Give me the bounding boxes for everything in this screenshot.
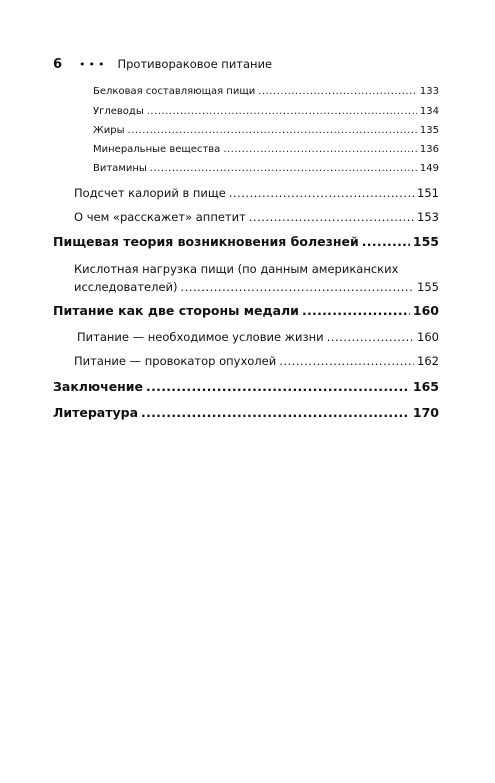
toc-entry-title-line2: исследователей) bbox=[74, 280, 178, 294]
toc-entry-title: Минеральные вещества bbox=[93, 144, 221, 155]
toc-chapter bbox=[53, 234, 439, 249]
dot-leader bbox=[223, 144, 417, 155]
dot-leader bbox=[146, 379, 410, 394]
toc-entry-title: Белковая составляющая пищи bbox=[93, 86, 256, 97]
toc-chapter-title: Пищевая теория возникновения болезней bbox=[53, 234, 359, 249]
toc-entry-page: 133 bbox=[419, 86, 439, 97]
toc-entry-page: 151 bbox=[417, 186, 439, 200]
toc-entry-page: 160 bbox=[417, 330, 439, 344]
toc-chapter-page: 160 bbox=[412, 303, 439, 318]
dot-leader bbox=[249, 210, 414, 224]
toc-chapter-page: 170 bbox=[412, 405, 439, 420]
toc-chapter bbox=[53, 405, 439, 420]
toc-entry-title: Жиры bbox=[93, 125, 125, 136]
toc-entry bbox=[93, 144, 439, 155]
dot-leader bbox=[362, 234, 410, 249]
toc-chapter bbox=[53, 379, 439, 394]
toc-entry bbox=[93, 86, 439, 97]
dot-leader bbox=[150, 163, 417, 174]
dot-leader bbox=[141, 405, 410, 420]
toc-entry-page: 153 bbox=[417, 210, 439, 224]
toc-entry bbox=[74, 260, 439, 296]
toc-chapter bbox=[53, 303, 439, 318]
toc-chapter-title: Заключение bbox=[53, 379, 144, 394]
dot-leader bbox=[128, 125, 417, 136]
toc-entry-title-line1: Кислотная нагрузка пищи (по данным американских bbox=[74, 262, 399, 276]
header-dots: ••• bbox=[79, 57, 108, 71]
toc-entry bbox=[77, 330, 439, 344]
toc-entry bbox=[93, 125, 439, 136]
dot-leader bbox=[181, 278, 415, 296]
toc-chapter-page: 155 bbox=[412, 234, 439, 249]
dot-leader bbox=[258, 86, 417, 97]
toc-chapter-title: Литература bbox=[53, 405, 139, 420]
running-header bbox=[53, 56, 435, 72]
toc-entry-title: Углеводы bbox=[93, 106, 144, 117]
toc-entry bbox=[93, 106, 439, 117]
toc-entry-page: 149 bbox=[419, 163, 439, 174]
toc-entry-title: О чем «расскажет» аппетит bbox=[74, 210, 246, 224]
toc-entry bbox=[74, 210, 439, 224]
toc-entry-title: Питание — провокатор опухолей bbox=[74, 354, 277, 368]
toc-entry-page: 136 bbox=[419, 144, 439, 155]
toc-entry-page: 155 bbox=[417, 280, 439, 294]
running-title: Противораковое питание bbox=[117, 57, 273, 71]
dot-leader bbox=[229, 186, 414, 200]
dot-leader bbox=[327, 330, 414, 344]
toc-entry-title: Витамины bbox=[93, 163, 147, 174]
dot-leader bbox=[147, 106, 417, 117]
page-number: 6 bbox=[53, 56, 63, 72]
toc-chapter-page: 165 bbox=[412, 379, 439, 394]
dot-leader bbox=[279, 354, 414, 368]
dot-leader bbox=[302, 303, 410, 318]
toc-entry-title: Питание — необходимое условие жизни bbox=[77, 330, 324, 344]
toc-entry-page: 134 bbox=[419, 106, 439, 117]
toc-entry-page: 135 bbox=[419, 125, 439, 136]
toc-chapter-title: Питание как две стороны медали bbox=[53, 303, 299, 318]
toc-entry-page: 162 bbox=[417, 354, 439, 368]
toc-entry bbox=[74, 186, 439, 200]
toc-entry-title: Подсчет калорий в пище bbox=[74, 186, 226, 200]
toc-entry bbox=[93, 163, 439, 174]
toc-entry bbox=[74, 354, 439, 368]
